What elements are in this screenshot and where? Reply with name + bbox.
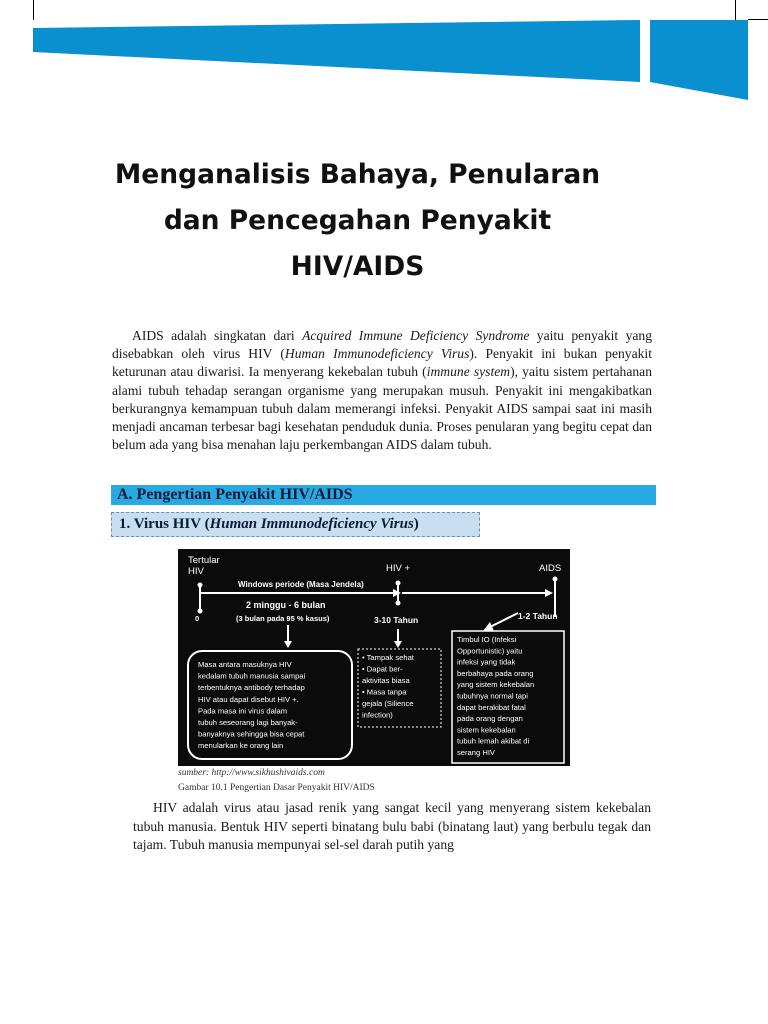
box3-line-6: tubuhnya normal tapi [457, 691, 528, 701]
intro-text-1: AIDS adalah singkatan dari [132, 328, 303, 343]
fig-label-weeks-sub: (3 bulan pada 95 % kasus) [236, 614, 330, 623]
box3-line-9: sistem kekebalan [457, 725, 516, 735]
box3-line-3: infeksi yang tidak [457, 657, 516, 667]
box1-line-1: Masa antara masuknya HIV [198, 660, 292, 669]
fig-label-years: 3-10 Tahun [374, 615, 419, 625]
section-1-italic: Human Immunodeficiency Virus [209, 516, 414, 532]
fig-label-aids: AIDS [539, 563, 562, 574]
intro-italic-1: Acquired Immune Deficiency Syndrome [302, 328, 530, 343]
box1-line-7: banyaknya sehingga bisa cepat [198, 729, 305, 739]
box2-line-4: • Masa tanpa [362, 687, 407, 697]
tick-hiv-plus-dot-top [396, 581, 401, 586]
box1-line-4: HIV atau dapat disebut HIV +. [198, 694, 299, 704]
tick-start-dot-top [198, 583, 203, 588]
box1-line-2: kedalam tubuh manusia sampai [198, 671, 306, 681]
box3-line-1: Timbul IO (Infeksi [457, 635, 517, 644]
section-1-heading [111, 512, 480, 537]
box2-line-1: • Tampak sehat [362, 653, 414, 662]
box2-line-3: aktivitas biasa [362, 676, 410, 685]
tick-start-dot-bottom [198, 609, 203, 614]
banner-main-band [33, 20, 640, 82]
box1-line-3: terbentuknya antibody terhadap [198, 683, 305, 693]
body-paragraph-2-text: HIV adalah virus atau jasad renik yang sangat kecil yang menyerang sistem kekebalan tubuh manusia. Bentuk HIV seperti binatang bulu babi (binatang laut) yang berbulu tegak dan tajam. Tubuh manusia mempunyai sel-sel darah putih yang [133, 800, 651, 853]
box1-line-6: tubuh seseorang lagi banyak- [198, 718, 298, 727]
section-a-heading: A. Pengertian Penyakit HIV/AIDS [111, 485, 656, 505]
section-1-prefix: 1. Virus HIV ( [119, 516, 210, 532]
figure-source: sumber: http://www.sikhushivaids.com [178, 768, 325, 778]
box1-line-5: Pada masa ini virus dalam [198, 706, 288, 716]
fig-label-tertular: Tertular [188, 555, 220, 566]
tick-aids-dot [553, 577, 558, 582]
title-line-3: HIV/AIDS [290, 251, 425, 282]
header-banner [0, 0, 768, 110]
intro-italic-3: immune system [426, 364, 511, 380]
intro-text-2: yaitu penyakit yang disebabkan oleh virus HIV ( [112, 328, 653, 362]
section-1-suffix: ) [413, 516, 419, 532]
intro-italic-2: Human Immunodeficiency Virus [284, 346, 470, 362]
box1-line-8: menularkan ke orang lain [198, 741, 284, 751]
fig-label-hiv: HIV [188, 566, 204, 577]
box3-line-2: Opportunistic) yaitu [457, 646, 523, 656]
box3-line-4: berbahaya pada orang [457, 668, 534, 678]
title-line-2: dan Pencegahan Penyakit [163, 205, 552, 236]
body-paragraph-2 [133, 799, 651, 855]
box2-line-6: infection) [362, 710, 393, 720]
figure-caption: Gambar 10.1 Pengertian Dasar Penyakit HIV/AIDS [178, 783, 375, 793]
box3-line-10: tubuh lemah akibat di [457, 736, 530, 746]
fig-label-years-2: 1-2 Tahun [518, 611, 558, 621]
box2-line-5: gejala (Silience [362, 699, 414, 708]
intro-text-4: ), yaitu sistem pertahanan alami tubuh tehadap serangan organisme yang merupakan musuh. Penyakit ini mengakibatkan berkurangnya kemampuan tubuh dalam memerangi infeksi. Penyakit AIDS sampai saat ini masih menjadi ancaman terbesar bagi kesehatan penduduk dunia. Proses penularan yang begitu cepat dan belum ada yang bisa menahan laju perkembangan AIDS dalam tubuh. [112, 364, 652, 453]
box3-line-8: pada orang dengan [457, 714, 523, 724]
intro-paragraph [112, 327, 652, 454]
fig-label-weeks: 2 minggu - 6 bulan [246, 600, 326, 610]
box2-line-2: • Dapat ber- [362, 664, 403, 674]
fig-label-hiv-plus: HIV + [386, 563, 411, 574]
fig-label-window: Windows periode (Masa Jendela) [238, 580, 364, 589]
tick-hiv-plus-dot-bottom [396, 601, 401, 606]
fig-label-zero: 0 [195, 614, 200, 623]
hiv-timeline-figure [178, 549, 570, 766]
page-title [90, 152, 625, 290]
banner-right-block [650, 20, 748, 100]
intro-text-3: ). Penyakit ini bukan penyakit keturunan atau diwarisi. Ia menyerang kekebalan tubuh ( [112, 346, 652, 380]
box3-line-11: serang HIV [457, 748, 495, 757]
title-line-1: Menganalisis Bahaya, Penularan [114, 159, 601, 190]
box3-line-7: dapat berakibat fatal [457, 702, 526, 712]
box3-line-5: yang sistem kekebalan [457, 680, 535, 690]
